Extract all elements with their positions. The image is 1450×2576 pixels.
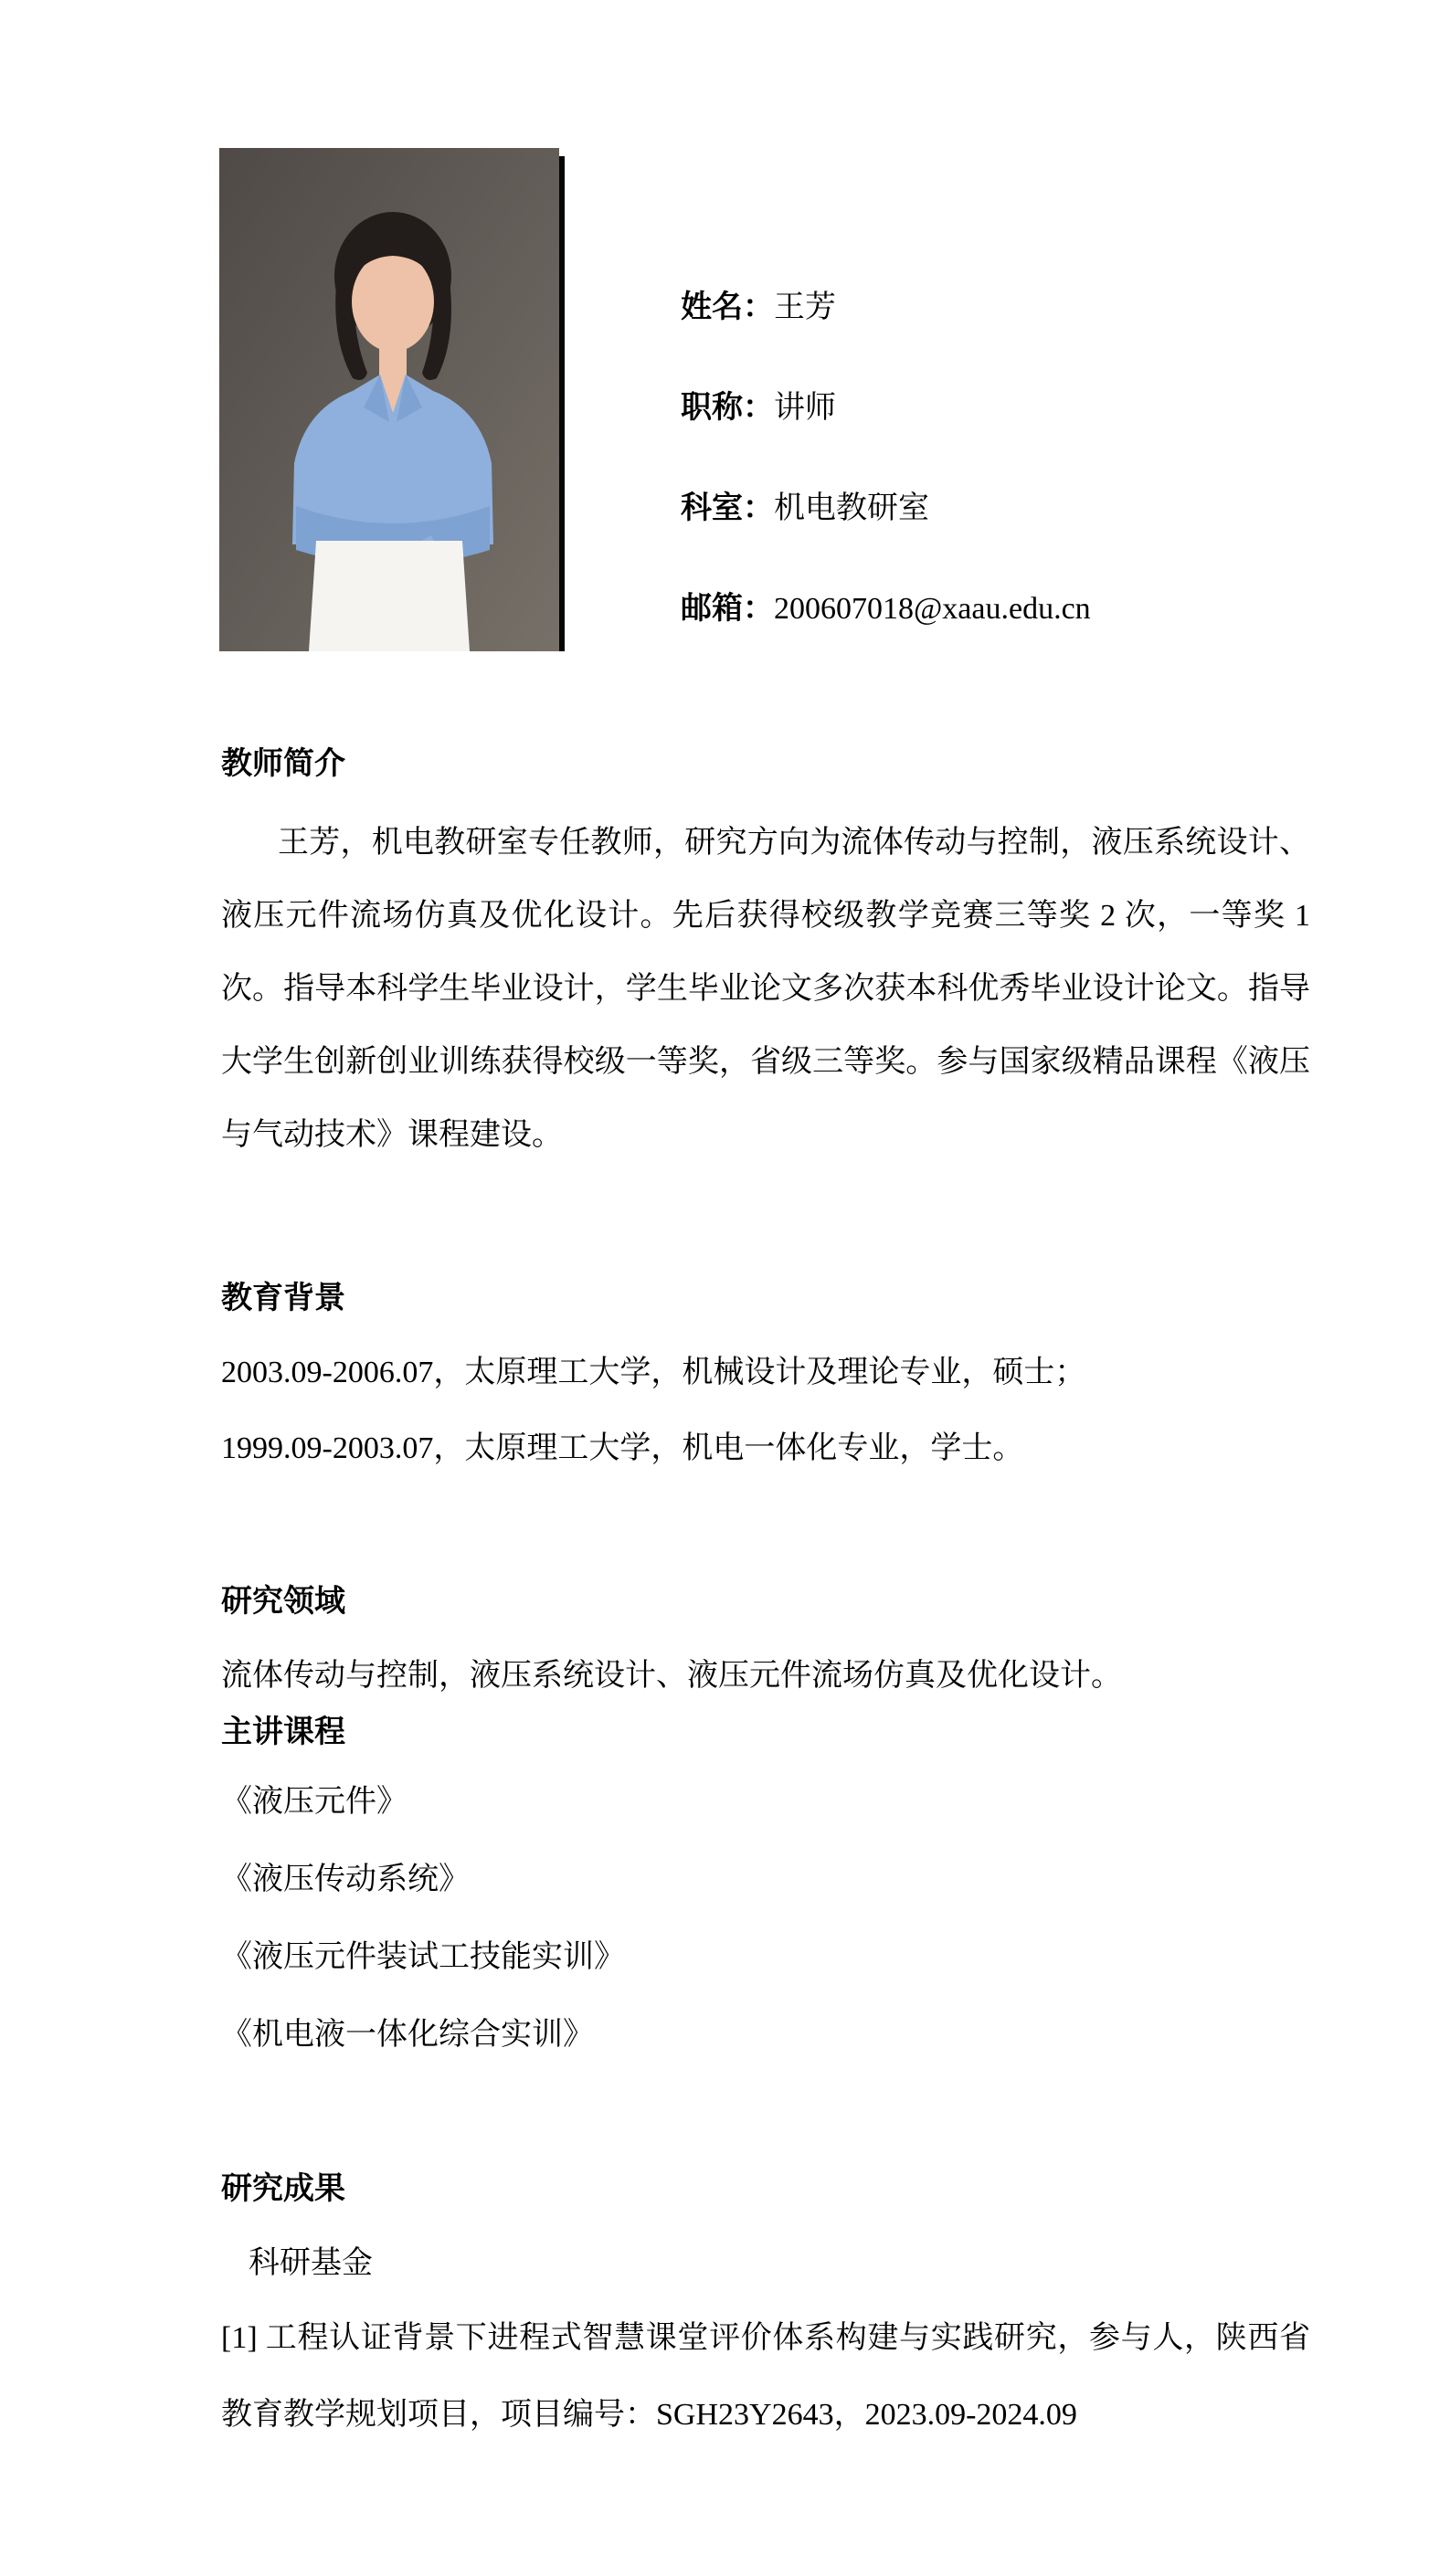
field-title-value: 讲师 (774, 391, 836, 425)
section-heading-education: 教育背景 (221, 1282, 345, 1315)
field-name-label: 姓名： (681, 290, 774, 324)
teacher-photo-illustration (219, 148, 559, 651)
intro-paragraph: 王芳，机电教研室专任教师，研究方向为流体传动与控制，液压系统设计、液压元件流场仿真及优化设计。先后获得校级教学竞赛三等奖 2 次，一等奖 1 次。指导本科学生毕业设计，学生毕业论文多次获本科优秀毕业设计论文。指导大学生创新创业训练获得校级一等奖，省级三等奖。参与国家级精品课程《液压与气动技术》课程建设。 (221, 826, 1310, 1152)
field-name (681, 290, 1091, 326)
achievements-subheading: 科研基金 (249, 2246, 373, 2280)
neck (379, 343, 407, 382)
course-item: 《机电液一体化综合实训》 (221, 2018, 594, 2052)
field-email (681, 591, 1091, 628)
field-name-value: 王芳 (774, 290, 836, 324)
profile-fields (681, 290, 1091, 692)
field-title-label: 职称： (681, 391, 774, 425)
course-item: 《液压元件装试工技能实训》 (221, 1940, 625, 1974)
teacher-photo (219, 148, 559, 651)
face (352, 251, 434, 352)
course-item: 《液压传动系统》 (221, 1863, 470, 1896)
field-email-value: 200607018@xaau.edu.cn (774, 592, 1091, 626)
photo-edge-shadow (559, 156, 565, 651)
course-list (221, 1784, 625, 2095)
section-heading-courses: 主讲课程 (221, 1716, 345, 1749)
education-item: 1999.09-2003.07，太原理工大学，机电一体化专业，学士。 (221, 1431, 1024, 1465)
education-list (221, 1355, 1085, 1506)
field-department-value: 机电教研室 (774, 491, 929, 525)
fund-item: [1] 工程认证背景下进程式智慧课堂评价体系构建与实践研究，参与人，陕西省教育教学规划项目，项目编号：SGH23Y2643，2023.09-2024.09 (221, 2321, 1310, 2432)
field-email-label: 邮箱： (681, 592, 774, 626)
research-areas-content: 流体传动与控制，液压系统设计、液压元件流场仿真及优化设计。 (221, 1659, 1122, 1693)
field-department (681, 491, 1091, 527)
education-item: 2003.09-2006.07，太原理工大学，机械设计及理论专业，硕士； (221, 1356, 1086, 1389)
section-heading-intro: 教师简介 (221, 747, 345, 781)
section-heading-research-areas: 研究领域 (221, 1585, 345, 1619)
skirt (309, 541, 470, 651)
course-item: 《液压元件》 (221, 1785, 407, 1819)
field-title (681, 390, 1091, 427)
section-heading-achievements: 研究成果 (221, 2172, 345, 2206)
field-department-label: 科室： (681, 491, 774, 525)
